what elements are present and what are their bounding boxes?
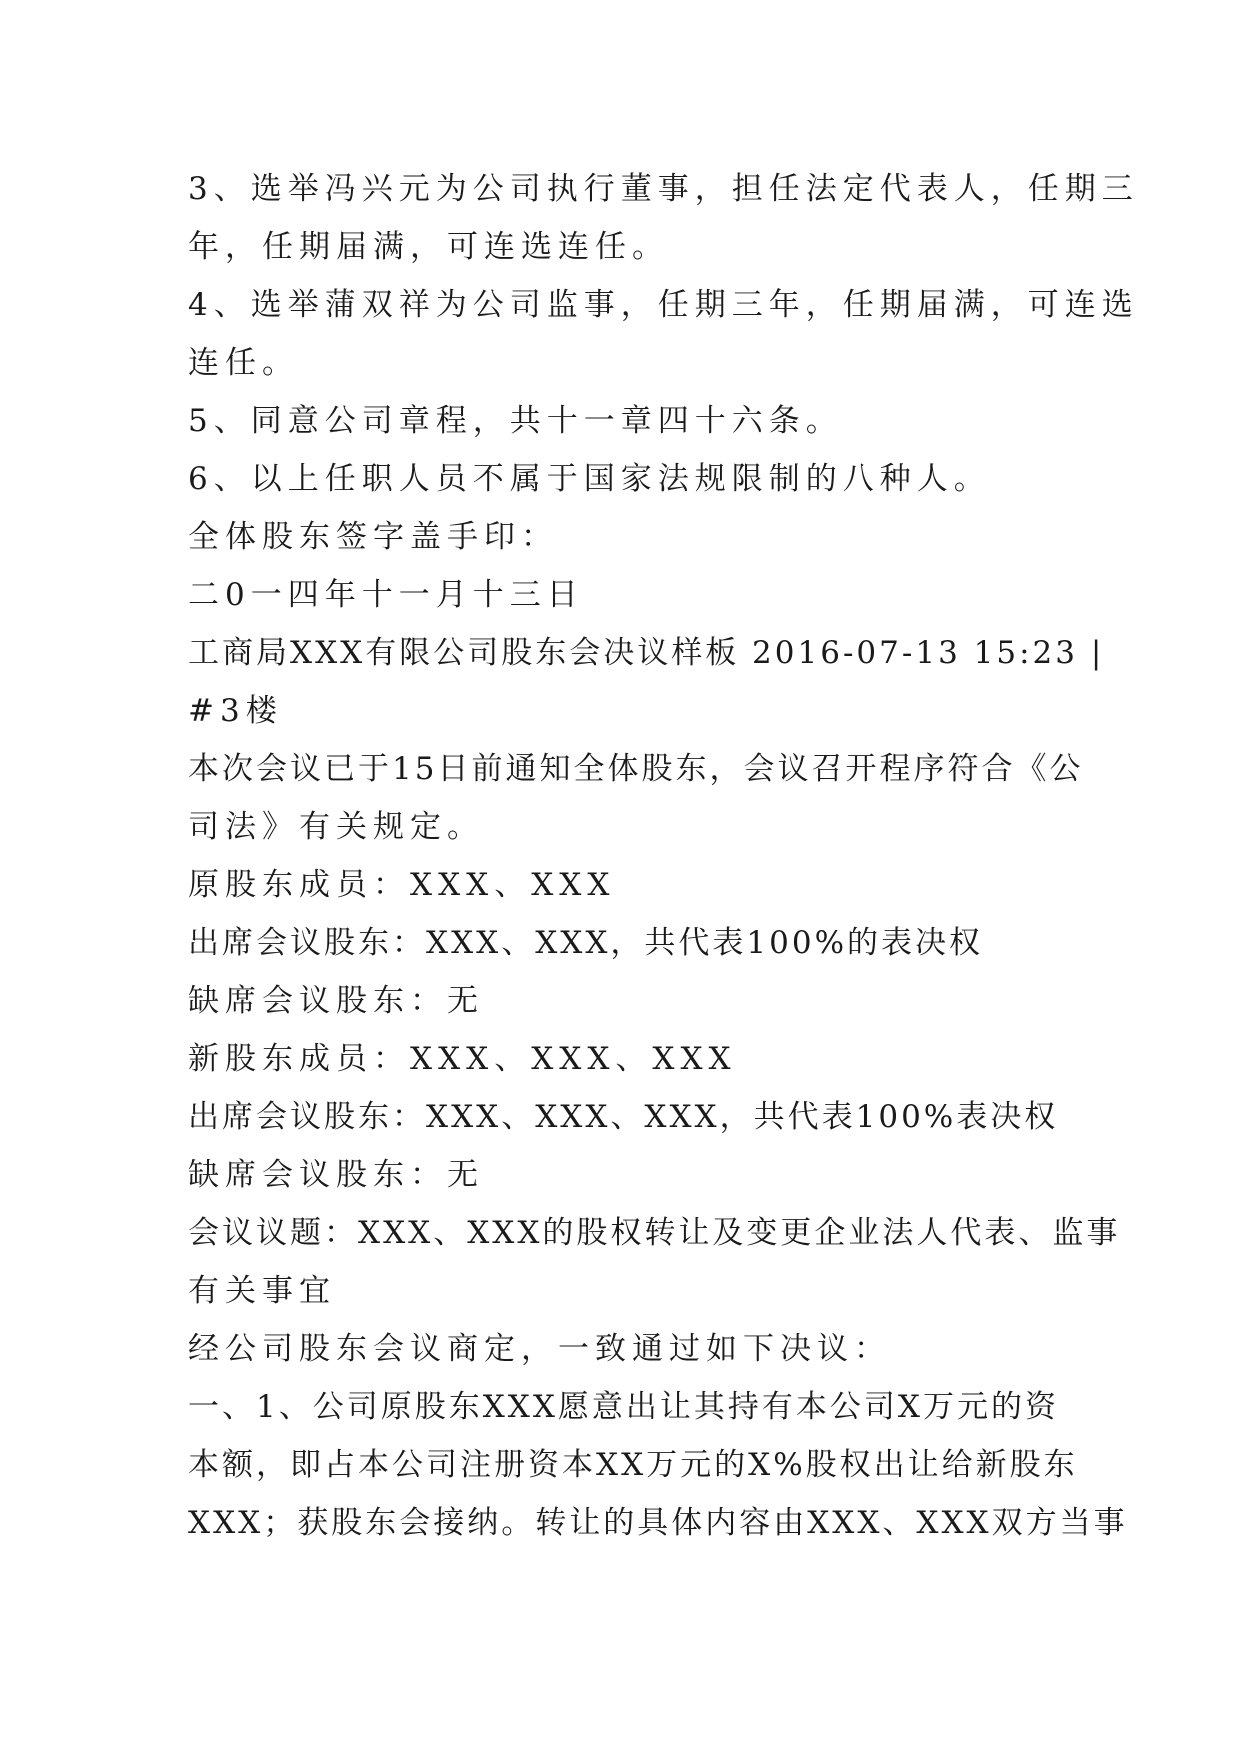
text-line: 6、以上任职人员不属于国家法规限制的八种人。 xyxy=(188,461,991,497)
text-line: 3、选举冯兴元为公司执行董事，担任法定代表人，任期三 xyxy=(188,171,1139,207)
text-line: 5、同意公司章程，共十一章四十六条。 xyxy=(188,403,843,439)
text-line: #3楼 xyxy=(188,693,283,729)
document-body xyxy=(188,160,1139,1552)
text-line: 有关事宜 xyxy=(188,1273,336,1309)
text-line: 出席会议股东：XXX、XXX、XXX，共代表100%表决权 xyxy=(188,1099,1059,1135)
text-line: 经公司股东会议商定，一致通过如下决议： xyxy=(188,1331,891,1367)
text-line: 缺席会议股东：无 xyxy=(188,1157,484,1193)
text-line: 全体股东签字盖手印： xyxy=(188,519,558,555)
text-line: 缺席会议股东：无 xyxy=(188,983,484,1019)
text-line: 4、选举蒲双祥为公司监事，任期三年，任期届满，可连选 xyxy=(188,287,1139,323)
text-line: 会议议题：XXX、XXX的股权转让及变更企业法人代表、监事 xyxy=(188,1215,1121,1251)
text-line: 司法》有关规定。 xyxy=(188,809,484,845)
text-line: XXX；获股东会接纳。转让的具体内容由XXX、XXX双方当事 xyxy=(188,1505,1128,1541)
text-line: 本次会议已于15日前通知全体股东，会议召开程序符合《公 xyxy=(188,751,1084,787)
text-line: 一、1、公司原股东XXX愿意出让其持有本公司X万元的资 xyxy=(188,1389,1059,1425)
text-line: 出席会议股东：XXX、XXX，共代表100%的表决权 xyxy=(188,925,984,961)
text-line: 年，任期届满，可连选连任。 xyxy=(188,229,669,265)
text-line: 工商局XXX有限公司股东会决议样板 2016-07-13 15:23 | xyxy=(188,635,1105,671)
text-line: 二0一四年十一月十三日 xyxy=(188,577,584,613)
text-line: 本额，即占本公司注册资本XX万元的X%股权出让给新股东 xyxy=(188,1447,1078,1483)
text-line: 连任。 xyxy=(188,345,299,381)
text-line: 原股东成员：XXX、XXX xyxy=(188,867,616,903)
text-line: 新股东成员：XXX、XXX、XXX xyxy=(188,1041,737,1077)
